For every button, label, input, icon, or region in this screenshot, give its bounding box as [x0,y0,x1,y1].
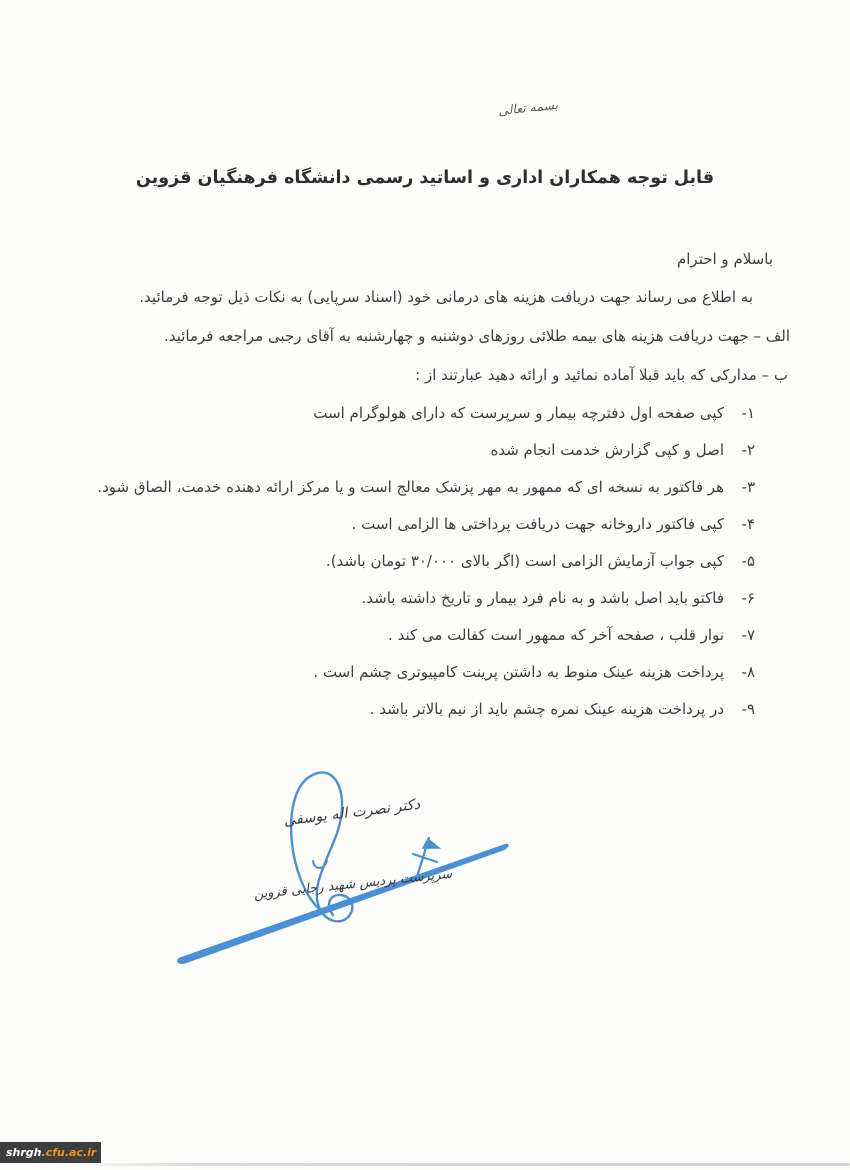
list-item [97,700,755,737]
item-text: کپی فاکتور داروخانه جهت دریافت پرداختی ها الزامی است . [351,515,724,533]
signature-ink-scribble [130,745,560,990]
bismillah-inscription: بسمه تعالی [497,96,559,119]
intro-paragraph: به اطلاع می رساند جهت دریافت هزینه های درمانی خود (اسناد سرپایی) به نکات ذیل توجه فرمائید. [139,288,753,306]
watermark-bar [0,1142,101,1163]
item-number: ۴- [741,515,755,533]
item-text: هر فاکتور به نسخه ای که ممهور به مهر پزشک معالج است و یا مرکز ارائه دهنده خدمت، الصاق شود. [97,478,724,496]
list-item [97,404,755,441]
item-number: ۱- [741,404,755,422]
item-text: اصل و کپی گزارش خدمت انجام شده [490,441,724,459]
item-number: ۷- [741,626,755,644]
list-item [97,626,755,663]
watermark-site-prefix: shrgh [6,1146,42,1159]
watermark-site-suffix: .cfu.ac.ir [41,1146,97,1159]
clause-be: ب – مدارکی که باید قبلا آماده نمائید و ارائه دهید عبارتند از : [415,366,788,384]
list-item [97,478,755,515]
item-text: فاکتو باید اصل باشد و به نام فرد بیمار و تاریخ داشته باشد. [361,589,724,607]
signer-title: سرپرست پردیس شهید رجایی قزوین [253,866,453,903]
clause-alef: الف – جهت دریافت هزینه های بیمه طلائی روزهای دوشنبه و چهارشنبه به آقای رجبی مراجعه فرمائید. [164,327,790,345]
list-item [97,589,755,626]
item-text: نوار قلب ، صفحه آخر که ممهور است کفالت می کند . [388,626,724,644]
item-number: ۲- [741,441,755,459]
signature-block [130,745,560,990]
item-number: ۵- [741,552,755,570]
item-text: پرداخت هزینه عینک منوط به داشتن پرینت کامپیوتری چشم است . [313,663,724,681]
item-number: ۸- [741,663,755,681]
greeting-line: باسلام و احترام [676,250,773,268]
requirements-list [97,404,755,737]
list-item [97,515,755,552]
signer-name: دکتر نصرت اله یوسفی [282,796,422,830]
list-item [97,663,755,700]
list-item [97,441,755,478]
item-text: کپی جواب آزمایش الزامی است (اگر بالای ۳۰/۰۰۰ تومان باشد). [325,552,724,570]
item-text: در پرداخت هزینه عینک نمره چشم باید از نیم بالاتر باشد . [369,700,724,718]
item-number: ۳- [741,478,755,496]
item-text: کپی صفحه اول دفترچه بیمار و سرپرست که دارای هولوگرام است [313,404,724,422]
scan-edge-shadow [72,1163,850,1166]
item-number: ۶- [741,589,755,607]
list-item [97,552,755,589]
page-title: قابل توجه همکاران اداری و اساتید رسمی دانشگاه فرهنگیان قزوین [135,168,715,188]
item-number: ۹- [741,700,755,718]
